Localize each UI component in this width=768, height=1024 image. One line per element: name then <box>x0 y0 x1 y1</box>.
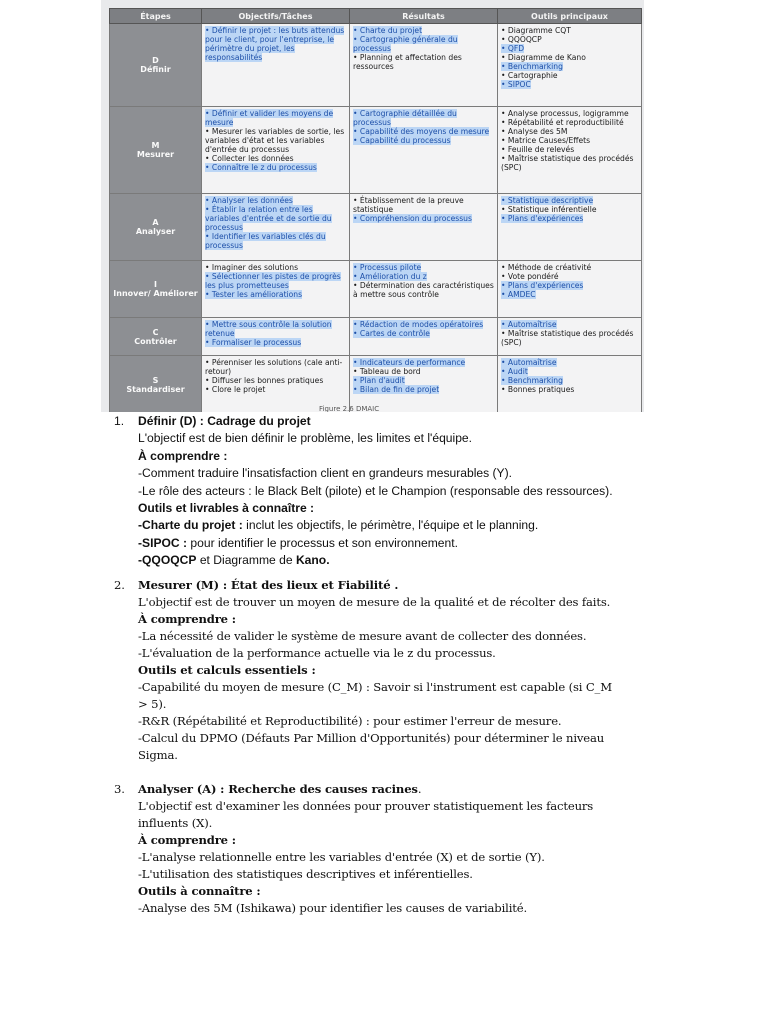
table-row <box>110 107 642 194</box>
results-item: • Bilan de fin de projet <box>353 385 440 394</box>
objectives-cell <box>202 107 350 194</box>
section-title: Mesurer (M) : État des lieux et Fiabilité . <box>138 577 399 592</box>
step-cell <box>110 107 202 194</box>
section-intro: L'objectif est de bien définir le problème, les limites et l'équipe. <box>138 431 473 446</box>
table-row <box>110 24 642 107</box>
results-item: • Capabilité des moyens de mesure <box>353 127 490 136</box>
tool-name: -SIPOC : <box>138 535 188 550</box>
results-item: • Plan d'audit <box>353 376 405 385</box>
objectives-item: • Définir le projet : les buts attendus pour le client, pour l'entreprise, le périmètre du projet, les responsabilités <box>205 26 345 62</box>
tools-item: • Statistique descriptive <box>501 196 594 205</box>
tool-desc: et Diagramme de <box>196 553 296 568</box>
tools-cell <box>498 318 642 356</box>
objectives-item: • Diffuser les bonnes pratiques <box>205 376 324 385</box>
tools-item: • Méthode de créativité <box>501 263 592 272</box>
tool-item-charte <box>138 517 680 534</box>
step-cell <box>110 24 202 107</box>
results-item: • Cartes de contrôle <box>353 329 430 338</box>
objectives-item: • Pérenniser les solutions (cale anti-retour) <box>205 358 343 376</box>
step-cell <box>110 318 202 356</box>
results-item: • Établissement de la preuve statistique <box>353 196 464 214</box>
tool-name: -QQOQCP <box>138 553 197 568</box>
objectives-item: • Établir la relation entre les variables d'entrée et de sortie du processus <box>205 205 332 232</box>
figure-caption: Figure 2.6 DMAIC <box>319 405 380 412</box>
objectives-item: • Identifier les variables clés du processus <box>205 232 326 250</box>
tools-item: • Benchmarking <box>501 376 563 385</box>
section-number: 2. <box>114 577 125 592</box>
tools-cell <box>498 261 642 318</box>
step-name: Innover/ Améliorer <box>113 289 198 298</box>
objectives-cell <box>202 261 350 318</box>
objectives-item: • Collecter les données <box>205 154 294 163</box>
section-number: 1. <box>114 414 125 428</box>
results-cell <box>350 318 498 356</box>
section-title-end: . <box>417 781 422 796</box>
tools-item: • Automaîtrise <box>501 320 557 329</box>
objectives-item: • Connaître le z du processus <box>205 163 317 172</box>
step-name: Standardiser <box>126 385 185 394</box>
results-item: • Charte du projet <box>353 26 423 35</box>
results-item: • Tableau de bord <box>353 367 421 376</box>
table-header-row <box>110 9 642 24</box>
objectives-item: • Mettre sous contrôle la solution retenue <box>205 320 332 338</box>
results-cell <box>350 24 498 107</box>
results-item: • Cartographie détaillée du processus <box>353 109 457 127</box>
section-intro: influents (X). <box>138 815 213 830</box>
step-letter: D <box>152 56 159 65</box>
step-name: Analyser <box>135 227 176 236</box>
tool-name: Kano. <box>295 553 330 568</box>
understand-label: À comprendre : <box>138 448 228 463</box>
objectives-item: • Sélectionner les pistes de progrès les plus prometteuses <box>205 272 341 290</box>
tools-item: • Analyse des 5M <box>501 127 568 136</box>
tools-item: • Audit <box>501 367 528 376</box>
understand-label: À comprendre : <box>138 611 236 626</box>
dmaic-table-photo <box>101 0 644 412</box>
tools-item: • QFD <box>501 44 525 53</box>
step-letter: C <box>152 327 159 337</box>
objectives-item: • Mesurer les variables de sortie, les variables d'état et les variables d'entrée du processus <box>205 127 345 154</box>
step-cell <box>110 356 202 413</box>
header-outils: Outils principaux <box>498 9 642 24</box>
understand-item: -Le rôle des acteurs : le Black Belt (pilote) et le Champion (responsable des ressources). <box>138 483 613 498</box>
table-row <box>110 318 642 356</box>
step-cell <box>110 194 202 261</box>
tools-cell <box>498 107 642 194</box>
objectives-item: • Tester les améliorations <box>205 290 303 299</box>
results-cell <box>350 261 498 318</box>
understand-item: -La nécessité de valider le système de mesure avant de collecter des données. <box>138 628 587 643</box>
objectives-cell <box>202 194 350 261</box>
tool-item: -Capabilité du moyen de mesure (C_M) : Savoir si l'instrument est capable (si C_M <box>138 679 612 694</box>
objectives-cell <box>202 318 350 356</box>
tool-item: -R&R (Répétabilité et Reproductibilité) : pour estimer l'erreur de mesure. <box>138 713 562 728</box>
tools-label: Outils et livrables à connaître : <box>138 501 315 516</box>
step-name: Définir <box>140 65 171 74</box>
section-definir <box>110 413 680 570</box>
objectives-item: • Définir et valider les moyens de mesure <box>205 109 334 127</box>
understand-item: -Comment traduire l'insatisfaction client en grandeurs mesurables (Y). <box>138 466 513 481</box>
section-intro: L'objectif est de trouver un moyen de mesure de la qualité et de récolter des faits. <box>138 594 611 609</box>
tools-item: • Plans d'expériences <box>501 214 584 223</box>
tools-item: • Diagramme CQT <box>501 26 571 35</box>
results-cell <box>350 194 498 261</box>
results-item: • Détermination des caractéristiques à mettre sous contrôle <box>353 281 494 299</box>
results-item: • Indicateurs de performance <box>353 358 466 367</box>
step-cell <box>110 261 202 318</box>
objectives-item: • Formaliser le processus <box>205 338 302 347</box>
results-item: • Capabilité du processus <box>353 136 451 145</box>
tools-item: • Vote pondéré <box>501 272 559 281</box>
tools-cell <box>498 194 642 261</box>
tools-item: • Matrice Causes/Effets <box>501 136 591 145</box>
tools-item: • AMDEC <box>501 290 536 299</box>
tools-item: • Répétabilité et reproductibilité <box>501 118 624 127</box>
tool-desc: inclut les objectifs, le périmètre, l'équipe et le planning. <box>242 518 539 533</box>
section-title: Analyser (A) : Recherche des causes racines <box>138 781 418 796</box>
tool-desc: pour identifier le processus et son environnement. <box>187 535 458 550</box>
results-item: • Planning et affectation des ressources <box>353 53 462 71</box>
section-intro: L'objectif est d'examiner les données pour prouver statistiquement les facteurs <box>138 798 594 813</box>
tools-item: • Statistique inférentielle <box>501 205 597 214</box>
results-cell <box>350 107 498 194</box>
tools-cell <box>498 356 642 413</box>
tools-cell <box>498 24 642 107</box>
step-name: Contrôler <box>134 336 177 346</box>
header-resultats: Résultats <box>350 9 498 24</box>
section-analyser <box>110 781 680 917</box>
results-item: • Amélioration du z <box>353 272 427 281</box>
results-item: • Processus pilote <box>353 263 422 272</box>
header-etapes: Étapes <box>110 9 202 24</box>
objectives-cell <box>202 356 350 413</box>
tool-name: -Charte du projet : <box>138 518 243 533</box>
tools-label: Outils à connaître : <box>138 883 261 898</box>
tool-item: -Analyse des 5M (Ishikawa) pour identifier les causes de variabilité. <box>138 900 528 915</box>
objectives-cell <box>202 24 350 107</box>
tools-item: • Feuille de relevés <box>501 145 575 154</box>
table-row <box>110 194 642 261</box>
tool-item: Sigma. <box>138 747 178 762</box>
understand-item: -L'analyse relationnelle entre les variables d'entrée (X) et de sortie (Y). <box>138 849 545 864</box>
step-letter: S <box>152 376 159 385</box>
dmaic-table <box>109 8 642 412</box>
tools-item: • Benchmarking <box>501 62 563 71</box>
tools-item: • Diagramme de Kano <box>501 53 586 62</box>
step-letter: M <box>151 141 160 150</box>
step-letter: A <box>152 218 159 227</box>
section-number: 3. <box>114 781 125 796</box>
tool-item: -Calcul du DPMO (Défauts Par Million d'Opportunités) pour déterminer le niveau <box>138 730 605 745</box>
table-row <box>110 261 642 318</box>
tools-item: • Maîtrise statistique des procédés (SPC) <box>501 154 634 172</box>
tool-item: > 5). <box>138 696 167 711</box>
results-item: • Compréhension du processus <box>353 214 472 223</box>
tools-item: • Analyse processus, logigramme <box>501 109 629 118</box>
section-title: Définir (D) : Cadrage du projet <box>138 414 311 428</box>
step-name: Mesurer <box>136 150 175 159</box>
objectives-item: • Clore le projet <box>205 385 266 394</box>
results-item: • Rédaction de modes opératoires <box>353 320 484 329</box>
tool-item-sipoc <box>138 535 680 552</box>
objectives-item: • Imaginer des solutions <box>205 263 299 272</box>
tools-item: • Plans d'expériences <box>501 281 584 290</box>
objectives-item: • Analyser les données <box>205 196 293 205</box>
tools-item: • Bonnes pratiques <box>501 385 575 394</box>
understand-label: À comprendre : <box>138 832 236 847</box>
tools-item: • Maîtrise statistique des procédés (SPC) <box>501 329 634 347</box>
section-mesurer <box>110 577 680 764</box>
results-item: • Cartographie générale du processus <box>353 35 458 53</box>
understand-item: -L'évaluation de la performance actuelle via le z du processus. <box>138 645 496 660</box>
table-row <box>110 356 642 413</box>
tools-item: • SIPOC <box>501 80 531 89</box>
tools-item: • QQOQCP <box>501 35 542 44</box>
understand-item: -L'utilisation des statistiques descriptives et inférentielles. <box>138 866 473 881</box>
section-title-line <box>138 781 680 798</box>
results-cell <box>350 356 498 413</box>
tools-label: Outils et calculs essentiels : <box>138 662 316 677</box>
notes-list <box>110 413 680 917</box>
header-objectifs: Objectifs/Tâches <box>202 9 350 24</box>
step-letter: I <box>154 280 157 289</box>
tool-item-qqoqcp <box>138 552 680 569</box>
tools-item: • Cartographie <box>501 71 558 80</box>
tools-item: • Automaîtrise <box>501 358 557 367</box>
